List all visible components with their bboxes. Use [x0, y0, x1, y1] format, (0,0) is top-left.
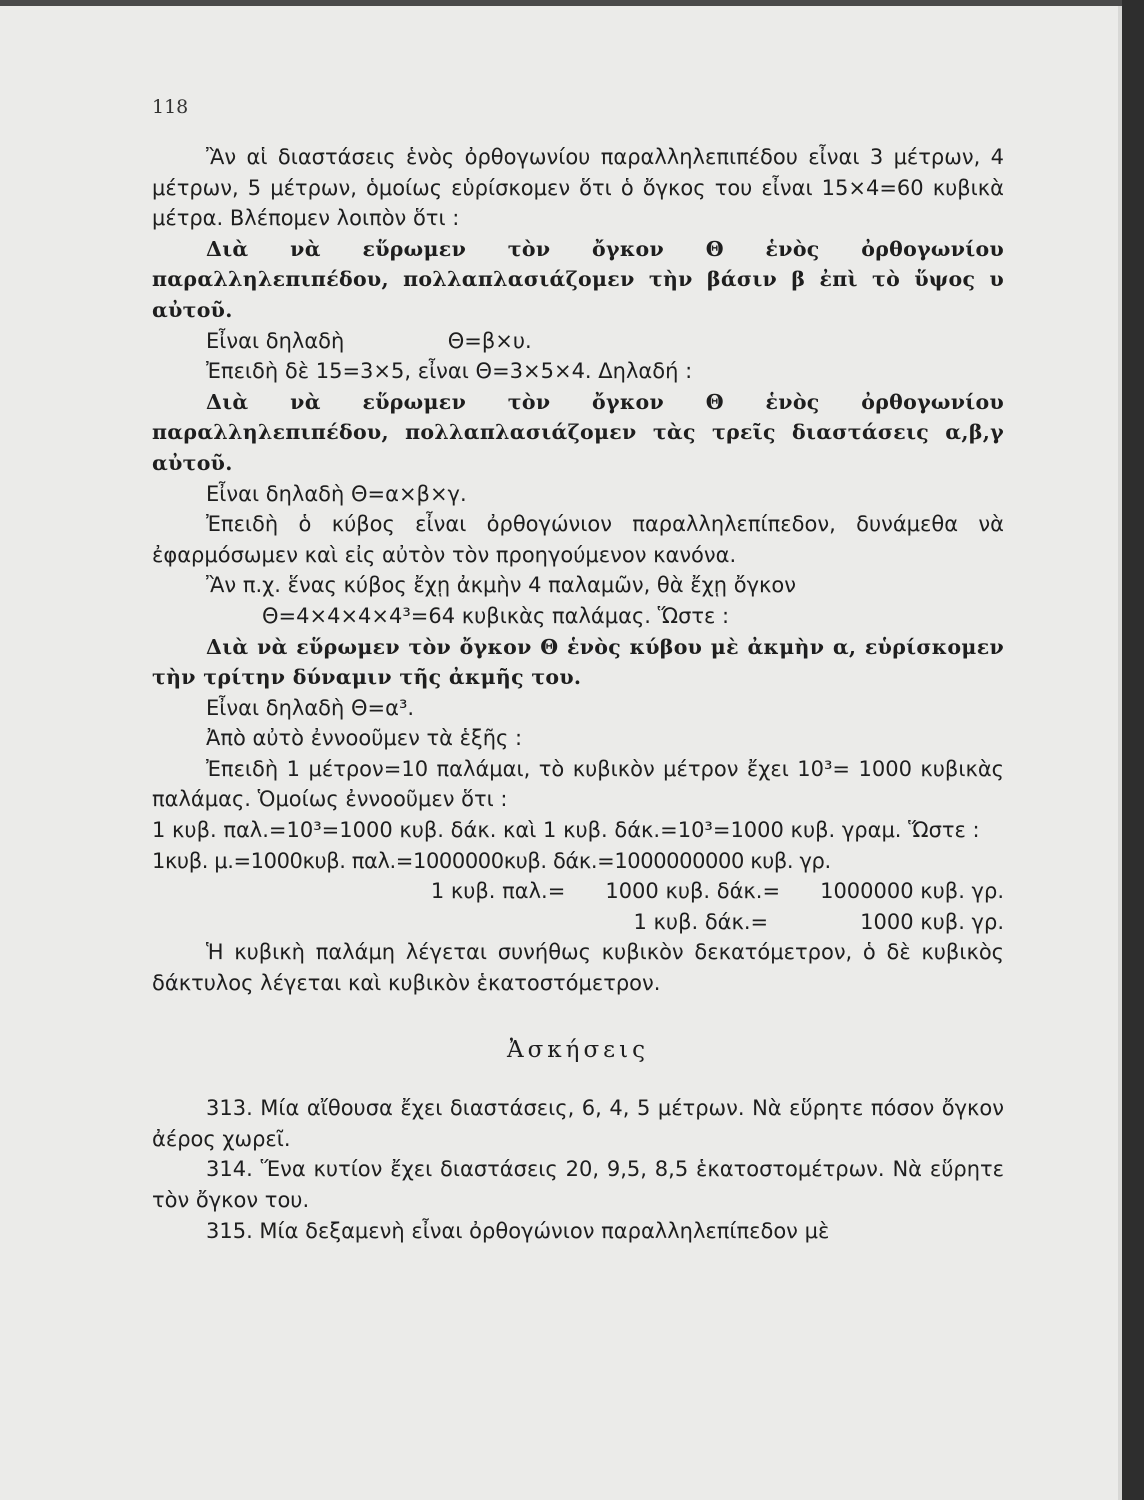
- paragraph-naming: Ἡ κυβικὴ παλάμη λέγεται συνήθως κυβικὸν δεκατόμετρον, ὁ δὲ κυβικὸς δάκτυλος λέγεται καὶ κυβικὸν ἑκατοστόμετρον.: [152, 940, 1004, 996]
- paragraph-from-this: Ἀπὸ αὐτὸ ἐννοοῦμεν τὰ ἑξῆς :: [206, 726, 523, 751]
- conversion-cell: 1 κυβ. δάκ.=: [633, 909, 769, 934]
- paragraph-cube-is-parallelepiped: Ἐπειδὴ ὁ κύβος εἶναι ὀρθογώνιον παραλληλεπίπεδον, δυνάμεθα νὰ ἐφαρμόσωμεν καὶ εἰς αὐτὸν τὸν προηγούμενον κανόνα.: [152, 512, 1004, 567]
- page-body: [152, 142, 1004, 1246]
- page-number: 118: [152, 96, 189, 118]
- paragraph-cubic-units: 1 κυβ. παλ.=10³=1000 κυβ. δάκ. καὶ 1 κυβ. δάκ.=10³=1000 κυβ. γραμ. Ὥστε :: [152, 818, 980, 843]
- paragraph-cubic-meter: Ἐπειδὴ 1 μέτρον=10 παλάμαι, τὸ κυβικὸν μέτρον ἔχει 10³= 1000 κυβικὰς παλάμας. Ὁμοίως ἐννοοῦμεν ὅτι :: [152, 756, 1004, 812]
- paragraph-cube-example-edge: Ἂν π.χ. ἕνας κύβος ἔχῃ ἀκμὴν 4 παλαμῶν, θὰ ἔχῃ ὄγκον: [206, 573, 796, 598]
- rule-volume-base-height: Διὰ νὰ εὕρωμεν τὸν ὄγκον Θ ἑνὸς ὀρθογωνίου παραλληλεπιπέδου, πολλαπλασιάζομεν τὴν βάσιν β ἐπὶ τὸ ὕψος υ αὐτοῦ.: [152, 236, 1004, 322]
- conversion-row-2: [152, 876, 1004, 907]
- conversion-cell: 1000 κυβ. γρ.: [860, 909, 1004, 934]
- book-page: [0, 6, 1122, 1500]
- exercise-314: 314. Ἕνα κυτίον ἔχει διαστάσεις 20, 9,5, 8,5 ἑκατοστομέτρων. Νὰ εὕρητε τὸν ὄγκον του.: [152, 1157, 1004, 1212]
- formula-volume-base-height: Θ=β×υ.: [447, 328, 532, 353]
- conversion-cell: 1 κυβ. παλ.=: [430, 879, 566, 904]
- conversion-row-1: 1κυβ. μ.=1000κυβ. παλ.=1000000κυβ. δάκ.=1000000000 κυβ. γρ.: [152, 848, 831, 873]
- paragraph-cube-example: Ἂν αἱ διαστάσεις ἑνὸς ὀρθογωνίου παραλληλεπιπέδου εἶναι 3 μέτρων, 4 μέτρων, 5 μέτρων, ὁμοίως εὑρίσκομεν ὅτι ὁ ὄγκος του εἶναι 15×4=60 κυβικὰ μέτρα. Βλέπομεν λοιπὸν ὅτι :: [152, 145, 1004, 231]
- conversion-table: [152, 846, 1004, 938]
- paragraph-since: Ἐπειδὴ δὲ 15=3×5, εἶναι Θ=3×5×4. Δηλαδή :: [206, 359, 693, 384]
- formula-label: Εἶναι δηλαδὴ: [206, 328, 345, 353]
- book-edge: [1122, 0, 1144, 1500]
- conversion-row-3: [152, 907, 1004, 938]
- conversion-cell: 1000 κυβ. δάκ.=: [605, 879, 781, 904]
- formula-cube-example: Θ=4×4×4×4³=64 κυβικὰς παλάμας. Ὥστε :: [262, 603, 730, 628]
- formula-volume-cube: Εἶναι δηλαδὴ Θ=α³.: [206, 695, 415, 720]
- conversion-cell: 1000000 κυβ. γρ.: [820, 879, 1004, 904]
- rule-volume-dimensions: Διὰ νὰ εὕρωμεν τὸν ὄγκον Θ ἑνὸς ὀρθογωνίου παραλληλεπιπέδου, πολλαπλασιάζομεν τὰς τρεῖς διαστάσεις α,β,γ αὐτοῦ.: [152, 389, 1004, 475]
- formula-volume-dimensions: Εἶναι δηλαδὴ Θ=α×β×γ.: [206, 481, 467, 506]
- exercises-heading: Ἀσκήσεις: [507, 1036, 649, 1063]
- formula-line-1: [152, 326, 1004, 357]
- exercise-313: 313. Μία αἴθουσα ἔχει διαστάσεις, 6, 4, 5 μέτρων. Νὰ εὕρητε πόσον ὄγκον ἀέρος χωρεῖ.: [152, 1096, 1004, 1151]
- exercise-315: 315. Μία δεξαμενὴ εἶναι ὀρθογώνιον παραλληλεπίπεδον μὲ: [206, 1218, 830, 1243]
- rule-volume-cube: Διὰ νὰ εὕρωμεν τὸν ὄγκον Θ ἑνὸς κύβου μὲ ἀκμὴν α, εὑρίσκομεν τὴν τρίτην δύναμιν τῆς ἀκμῆς του.: [152, 634, 1004, 690]
